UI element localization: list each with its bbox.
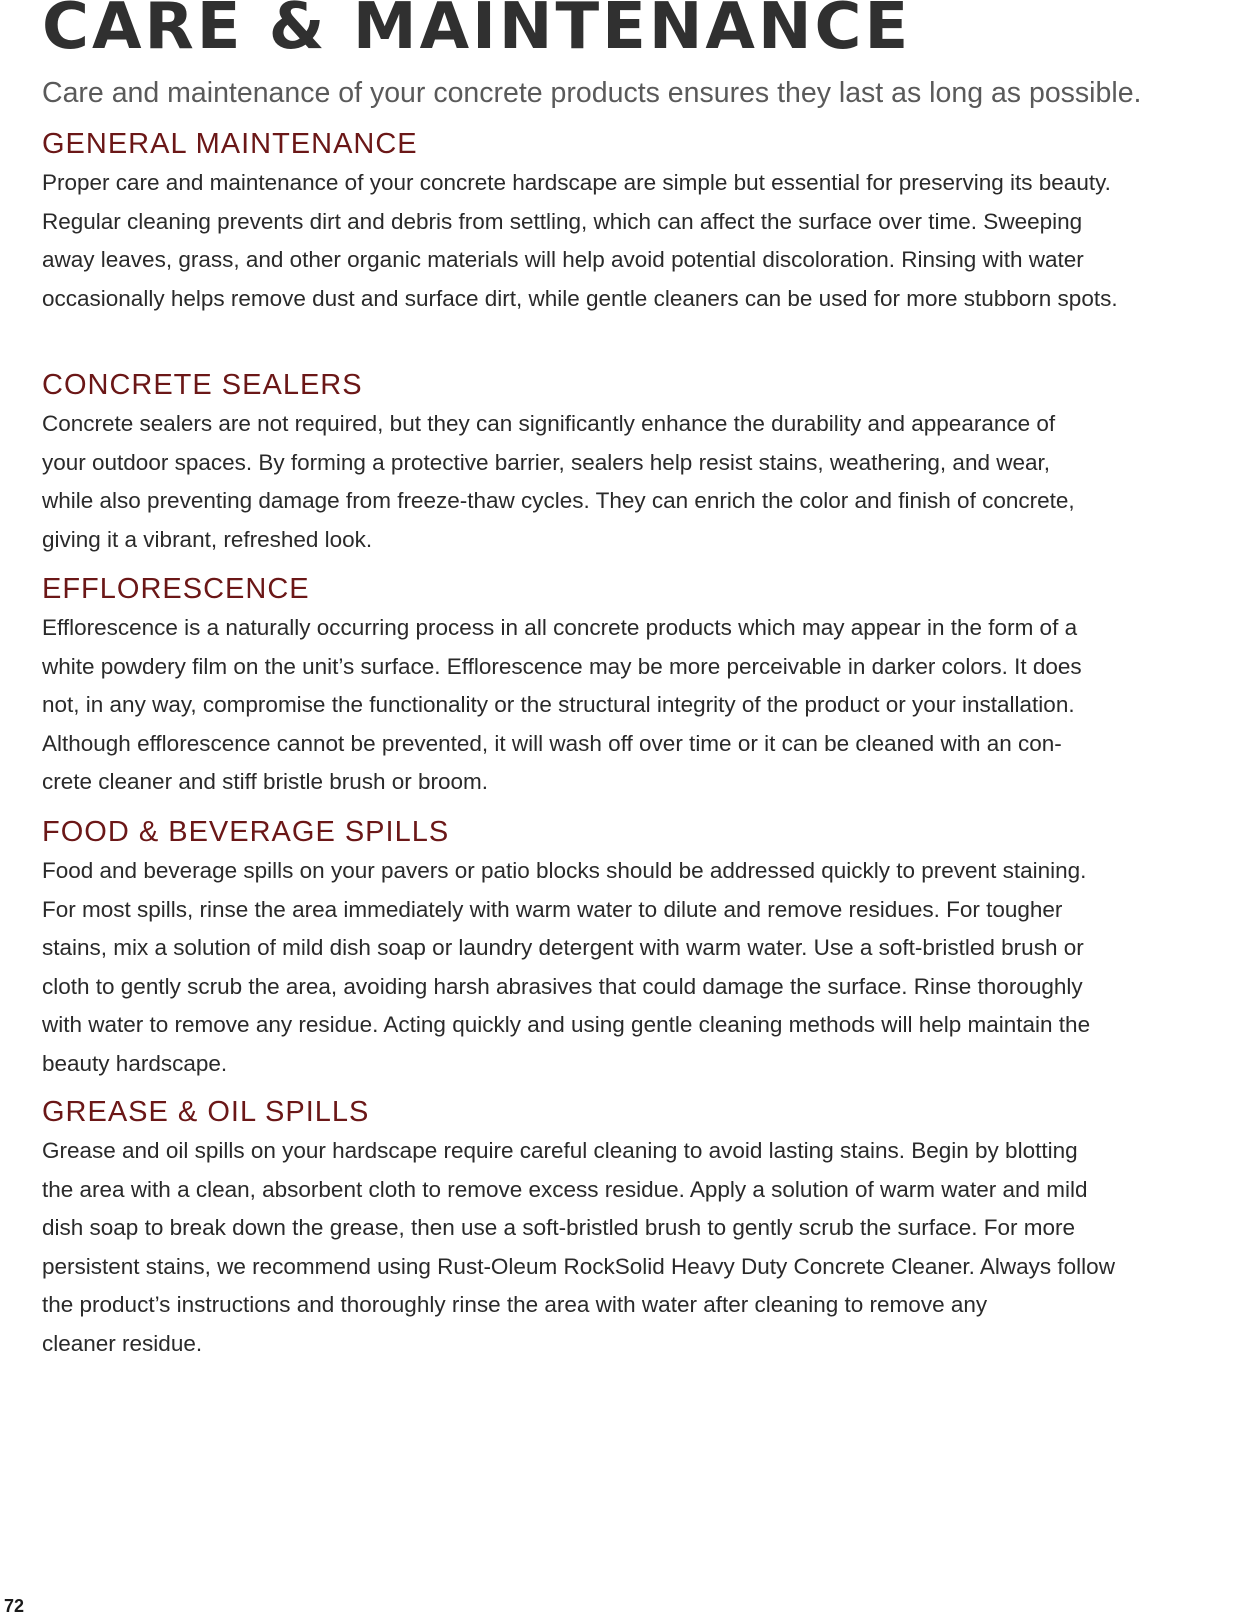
section-heading: GENERAL MAINTENANCE: [42, 128, 418, 160]
section-heading: EFFLORESCENCE: [42, 573, 310, 605]
page-subtitle: Care and maintenance of your concrete products ensures they last as long as possible.: [42, 77, 1142, 109]
section-body: [42, 852, 1212, 1083]
section-general-maintenance: [42, 124, 1212, 318]
section-body: [42, 1132, 1212, 1363]
body-line: your outdoor spaces. By forming a protective barrier, sealers help resist stains, weathering, and wear,: [42, 449, 1051, 475]
body-line: occasionally helps remove dust and surface dirt, while gentle cleaners can be used for more stubborn spots.: [42, 285, 1118, 311]
body-line: away leaves, grass, and other organic materials will help avoid potential discoloration. Rinsing with water: [42, 247, 1084, 272]
body-line: persistent stains, we recommend using Rust-Oleum RockSolid Heavy Duty Concrete Cleaner. Always follow: [42, 1253, 1115, 1279]
body-line: not, in any way, compromise the functionality or the structural integrity of the product or your installation.: [42, 692, 1075, 717]
body-line: Proper care and maintenance of your concrete hardscape are simple but essential for preserving its beauty.: [42, 170, 1111, 195]
body-line: the product’s instructions and thoroughly rinse the area with water after cleaning to remove any: [42, 1292, 988, 1317]
section-grease-oil-spills: [42, 1092, 1212, 1363]
section-body: [42, 609, 1212, 802]
body-line: cloth to gently scrub the area, avoiding harsh abrasives that could damage the surface. Rinse thoroughly: [42, 973, 1083, 999]
body-line: white powdery film on the unit’s surface. Efflorescence may be more perceivable in darker colors. It does: [42, 653, 1082, 679]
page-number: 72: [4, 1596, 25, 1616]
body-line: Although efflorescence cannot be prevented, it will wash off over time or it can be cleaned with an con-: [42, 730, 1062, 756]
section-efflorescence: [42, 569, 1212, 802]
body-line: beauty hardscape.: [42, 1050, 228, 1076]
body-line: stains, mix a solution of mild dish soap or laundry detergent with warm water. Use a soft-bristled brush or: [42, 935, 1084, 960]
page-title: CARE & MAINTENANCE: [42, 0, 912, 64]
body-line: Regular cleaning prevents dirt and debris from settling, which can affect the surface over time. Sweeping: [42, 208, 1083, 234]
section-food-beverage-spills: [42, 812, 1212, 1083]
body-line: Food and beverage spills on your pavers or patio blocks should be addressed quickly to prevent staining.: [42, 858, 1087, 883]
section-concrete-sealers: [42, 365, 1212, 559]
section-heading: GREASE & OIL SPILLS: [42, 1096, 370, 1128]
body-line: Efflorescence is a naturally occurring process in all concrete products which may appear in the form of a: [42, 615, 1078, 640]
body-line: while also preventing damage from freeze-thaw cycles. They can enrich the color and finish of concrete,: [42, 488, 1075, 513]
body-line: Grease and oil spills on your hardscape require careful cleaning to avoid lasting stains. Begin by blotting: [42, 1138, 1078, 1163]
section-heading: CONCRETE SEALERS: [42, 369, 363, 401]
section-body: [42, 164, 1212, 318]
body-line: Concrete sealers are not required, but they can significantly enhance the durability and appearance of: [42, 411, 1056, 436]
section-body: [42, 405, 1212, 559]
section-heading: FOOD & BEVERAGE SPILLS: [42, 816, 450, 848]
body-line: cleaner residue.: [42, 1330, 203, 1356]
body-line: the area with a clean, absorbent cloth to remove excess residue. Apply a solution of warm water and mild: [42, 1176, 1088, 1202]
body-line: dish soap to break down the grease, then use a soft-bristled brush to gently scrub the surface. For more: [42, 1215, 1076, 1240]
body-line: with water to remove any residue. Acting quickly and using gentle cleaning methods will help maintain the: [42, 1012, 1091, 1037]
body-line: giving it a vibrant, refreshed look.: [42, 526, 373, 552]
body-line: For most spills, rinse the area immediately with warm water to dilute and remove residues. For tougher: [42, 896, 1063, 922]
body-line: crete cleaner and stiff bristle brush or broom.: [42, 769, 489, 794]
